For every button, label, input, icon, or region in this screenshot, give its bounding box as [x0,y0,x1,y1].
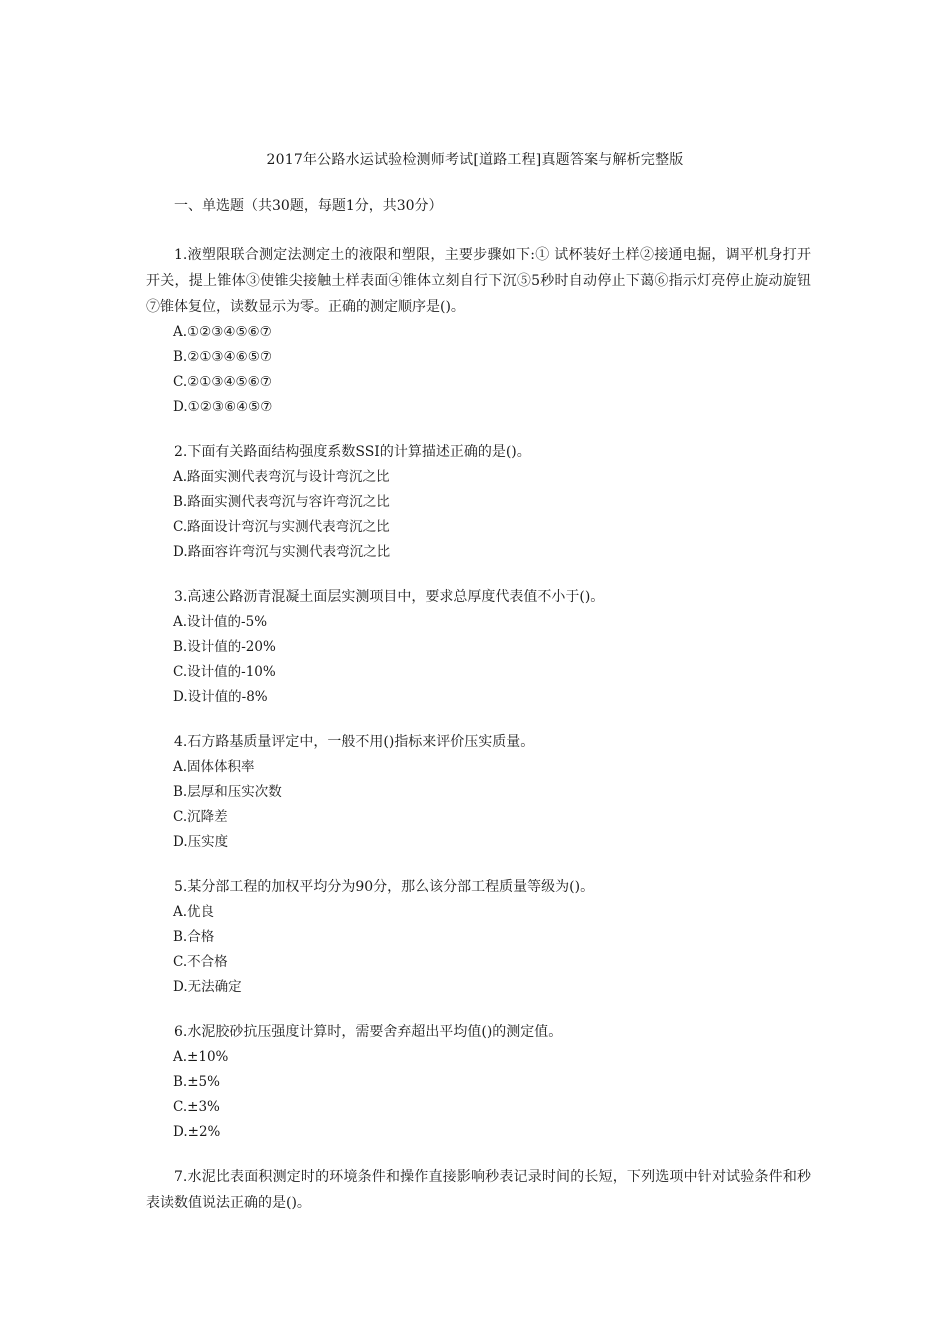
question-item [146,1164,811,1216]
question-stem: 4.石方路基质量评定中，一般不用()指标来评价压实质量。 [174,734,535,750]
answer-option: C.沉降差 [173,809,228,825]
question-item [146,874,811,1000]
answer-option: B.±5% [173,1074,220,1090]
question-item [146,439,811,565]
section-heading: 一、单选题（共30题，每题1分，共30分） [174,198,443,214]
answer-option: B.②①③④⑥⑤⑦ [173,349,272,365]
answer-option: D.①②③⑥④⑤⑦ [173,399,273,415]
answer-option: D.±2% [173,1124,221,1140]
answer-option: B.合格 [173,929,215,945]
answer-option: C.不合格 [173,954,228,970]
question-stem: 7.水泥比表面积测定时的环境条件和操作直接影响秒表记录时间的长短，下列选项中针对试验条件和秒表读数值说法正确的是()。 [146,1169,811,1211]
answer-option: C.路面设计弯沉与实测代表弯沉之比 [173,519,390,535]
answer-option: C.设计值的-10% [173,664,276,680]
answer-option: A.固体体积率 [173,759,255,775]
question-stem: 1.液塑限联合测定法测定土的液限和塑限，主要步骤如下:① 试杯装好土样②接通电掘，调平机身打开开关，提上锥体③使锥尖接触土样表面④锥体立刻自行下沉⑤5秒时自动停止下蔼⑥指示灯亮停止旋动旋钮⑦锥体复位，读数显示为零。正确的测定顺序是()。 [146,247,811,315]
answer-option: B.设计值的-20% [173,639,276,655]
question-stem: 5.某分部工程的加权平均分为90分，那么该分部工程质量等级为()。 [174,879,595,895]
question-stem: 3.高速公路沥青混凝土面层实测项目中，要求总厚度代表值不小于()。 [174,589,605,605]
answer-option: D.无法确定 [173,979,242,995]
question-item [146,584,811,710]
answer-option: A.设计值的-5% [173,614,268,630]
question-stem: 6.水泥胶砂抗压强度计算时，需要舍弃超出平均值()的测定值。 [174,1024,563,1040]
answer-option: A.①②③④⑤⑥⑦ [173,324,272,340]
question-item [146,242,811,420]
answer-option: C.±3% [173,1099,220,1115]
answer-option: D.设计值的-8% [173,689,268,705]
answer-option: A.路面实测代表弯沉与设计弯沉之比 [173,469,390,485]
answer-option: C.②①③④⑤⑥⑦ [173,374,272,390]
question-item [146,1019,811,1145]
answer-option: A.优良 [173,904,215,920]
document-title: 2017年公路水运试验检测师考试[道路工程]真题答案与解析完整版 [266,152,684,168]
question-list [146,242,811,1235]
answer-option: D.路面容许弯沉与实测代表弯沉之比 [173,544,391,560]
answer-option: A.±10% [173,1049,229,1065]
answer-option: B.路面实测代表弯沉与容许弯沉之比 [173,494,390,510]
answer-option: D.压实度 [173,834,229,850]
answer-option: B.层厚和压实次数 [173,784,282,800]
question-item [146,729,811,855]
question-stem: 2.下面有关路面结构强度系数SSI的计算描述正确的是()。 [174,444,531,460]
